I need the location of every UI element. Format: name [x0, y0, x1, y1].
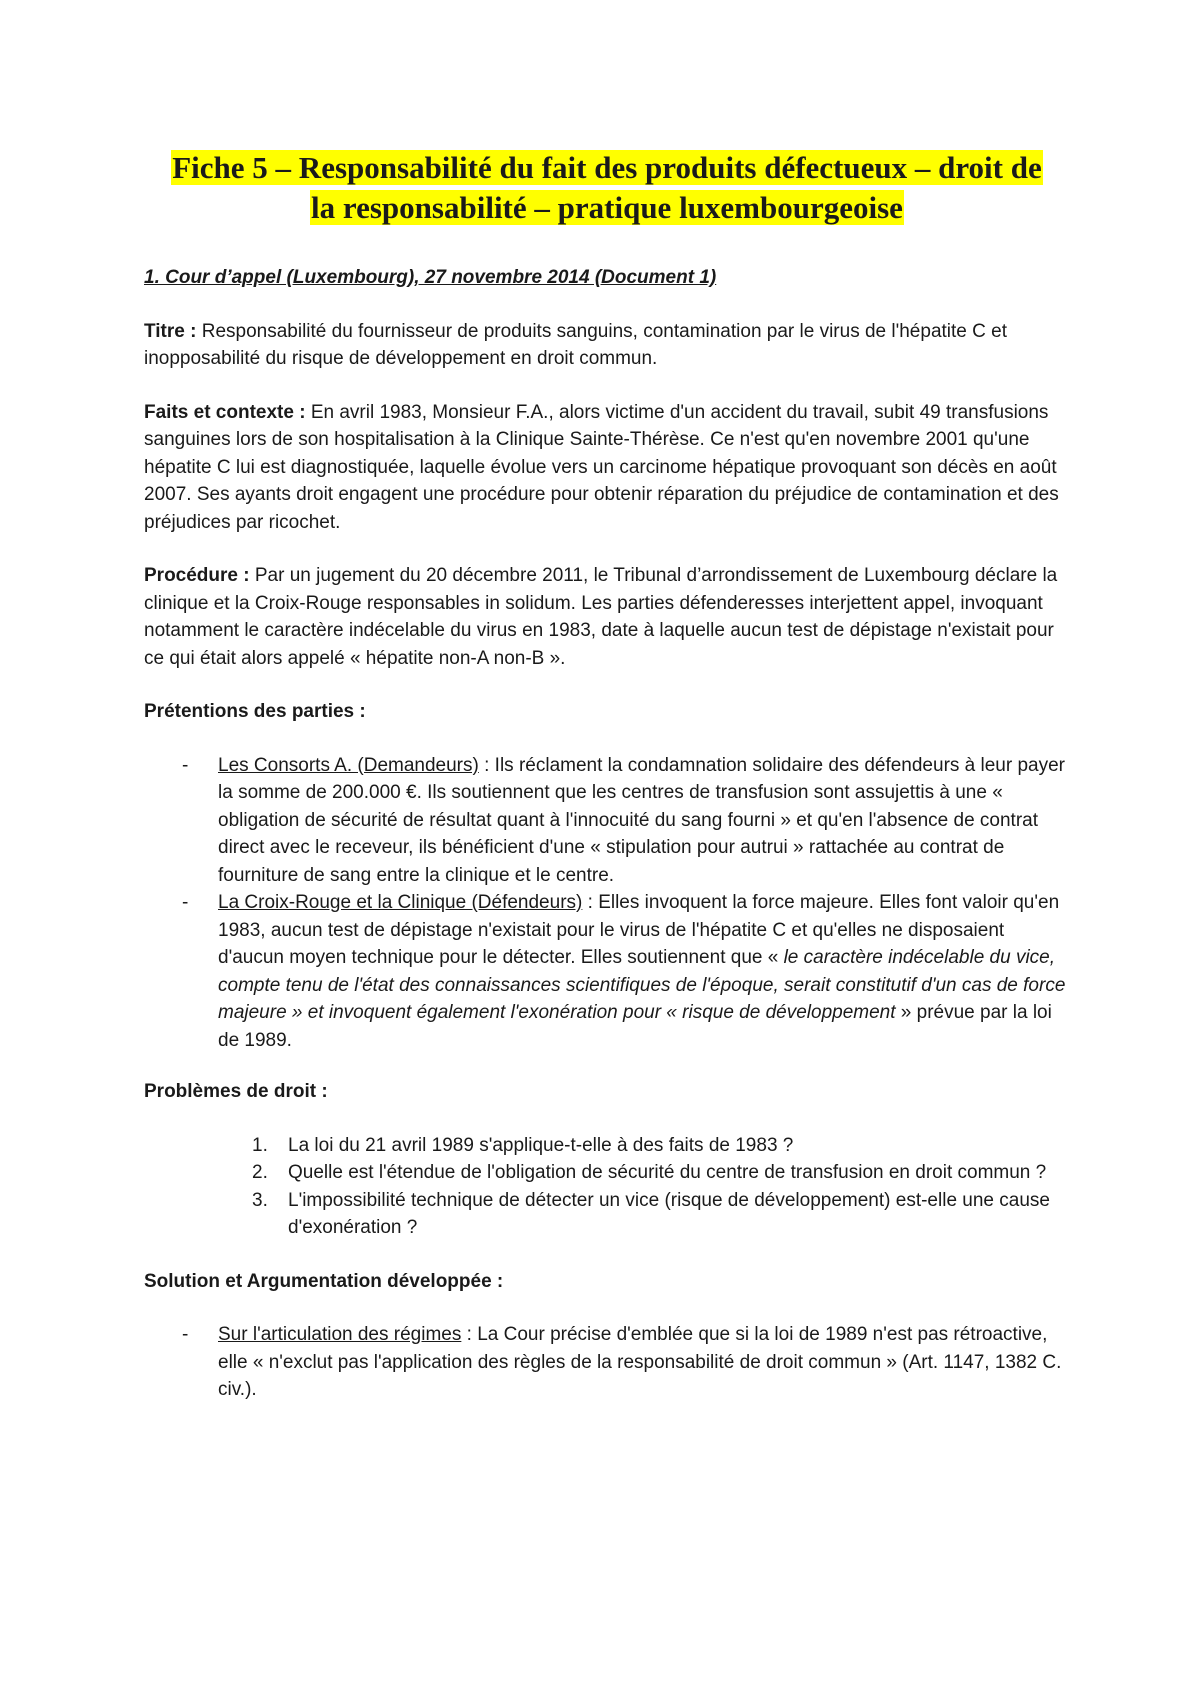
pretentions-heading: Prétentions des parties : — [144, 701, 366, 722]
list-item — [144, 752, 1070, 890]
item-text: L'impossibilité technique de détecter un vice (risque de développement) est-elle une cause d'exonération ? — [288, 1189, 1050, 1238]
problemes-heading: Problèmes de droit : — [144, 1081, 328, 1102]
party-claim: : Ils réclament la condamnation solidaire des défendeurs à leur payer la somme de 200.000 €. Ils soutiennent que les centres de transfusion sont assujettis à une « obligation de sécurité de résultat quant à l'innocuité du sang fourni » et qu'en l'absence de contrat direct avec le receveur, ils bénéficient d'une « stipulation pour autrui » rattachée au contrat de fourniture de sang entre la clinique et le centre. — [218, 754, 1066, 886]
item-number: 2. — [252, 1162, 268, 1183]
party-name: La Croix-Rouge et la Clinique (Défendeurs) — [218, 892, 583, 913]
dash-marker: - — [182, 892, 189, 913]
procedure-text: Par un jugement du 20 décembre 2011, le Tribunal d’arrondissement de Luxembourg déclare la clinique et la Croix-Rouge responsables in solidum. Les parties défenderesses interjettent appel, invoquant notamment le caractère indécelable du virus en 1983, date à laquelle aucun test de dépistage n'existait pour ce qui était alors appelé « hépatite non-A non-B ». — [144, 565, 1058, 669]
list-item — [144, 1321, 1070, 1404]
procedure-paragraph — [144, 562, 1070, 672]
faits-label: Faits et contexte : — [144, 401, 306, 423]
dash-marker: - — [182, 1324, 189, 1345]
dash-marker: - — [182, 754, 189, 776]
solution-list — [144, 1321, 1070, 1404]
procedure-label: Procédure : — [144, 565, 250, 586]
list-item — [144, 1159, 1070, 1187]
item-text: La loi du 21 avril 1989 s'applique-t-elle à des faits de 1983 ? — [288, 1134, 794, 1156]
titre-paragraph — [144, 318, 1070, 373]
solution-topic: Sur l'articulation des régimes — [218, 1324, 462, 1345]
party-claim: : Elles invoquent la force majeure. Elles font valoir qu'en 1983, aucun test de dépistage n'existait pour le virus de l'hépatite C et qu'elles ne disposaient d'aucun moyen technique pour le détecter. Elles soutiennent que « — [218, 892, 1060, 968]
list-item — [144, 1187, 1070, 1242]
problemes-list — [144, 1132, 1070, 1242]
solution-heading: Solution et Argumentation développée : — [144, 1270, 504, 1292]
item-number: 3. — [252, 1189, 268, 1211]
solution-text: : La Cour précise d'emblée que si la loi de 1989 n'est pas rétroactive, elle « n'exclut pas l'application des règles de la responsabilité de droit commun » (Art. 1147, 1382 C. civ.). — [218, 1324, 1062, 1400]
party-claim-tail: » prévue par la loi de 1989. — [218, 1002, 1052, 1051]
list-item — [144, 1132, 1070, 1160]
party-name: Les Consorts A. (Demandeurs) — [218, 754, 479, 776]
faits-paragraph — [144, 399, 1070, 537]
faits-text: En avril 1983, Monsieur F.A., alors victime d'un accident du travail, subit 49 transfusions sanguines lors de son hospitalisation à la Clinique Sainte-Thérèse. Ce n'est qu'en novembre 2001 qu'une hépatite C lui est diagnostiquée, laquelle évolue vers un carcinome hépatique provoquant son décès en août 2007. Ses ayants droit engagent une procédure pour obtenir réparation du préjudice de contamination et des préjudices par ricochet. — [144, 401, 1059, 533]
item-number: 1. — [252, 1134, 268, 1156]
title-line-2: la responsabilité – pratique luxembourgeoise — [311, 190, 903, 225]
pretentions-list — [144, 752, 1070, 1055]
party-claim-quote: le caractère indécelable du vice, compte tenu de l'état des connaissances scientifiques de l'époque, serait constitutif d'un cas de force majeure » et invoquent également l'exonération pour « risque de développement — [218, 947, 1066, 1023]
titre-text: Responsabilité du fournisseur de produits sanguins, contamination par le virus de l'hépatite C et inopposabilité du risque de développement en droit commun. — [144, 320, 1007, 369]
title-line-1: Fiche 5 – Responsabilité du fait des produits défectueux – droit de — [172, 150, 1042, 185]
titre-label: Titre : — [144, 320, 197, 342]
list-item — [144, 889, 1070, 1054]
document-title — [144, 148, 1070, 228]
case-heading: 1. Cour d’appel (Luxembourg), 27 novembre 2014 (Document 1) — [144, 267, 717, 288]
item-text: Quelle est l'étendue de l'obligation de sécurité du centre de transfusion en droit commun ? — [288, 1162, 1047, 1183]
